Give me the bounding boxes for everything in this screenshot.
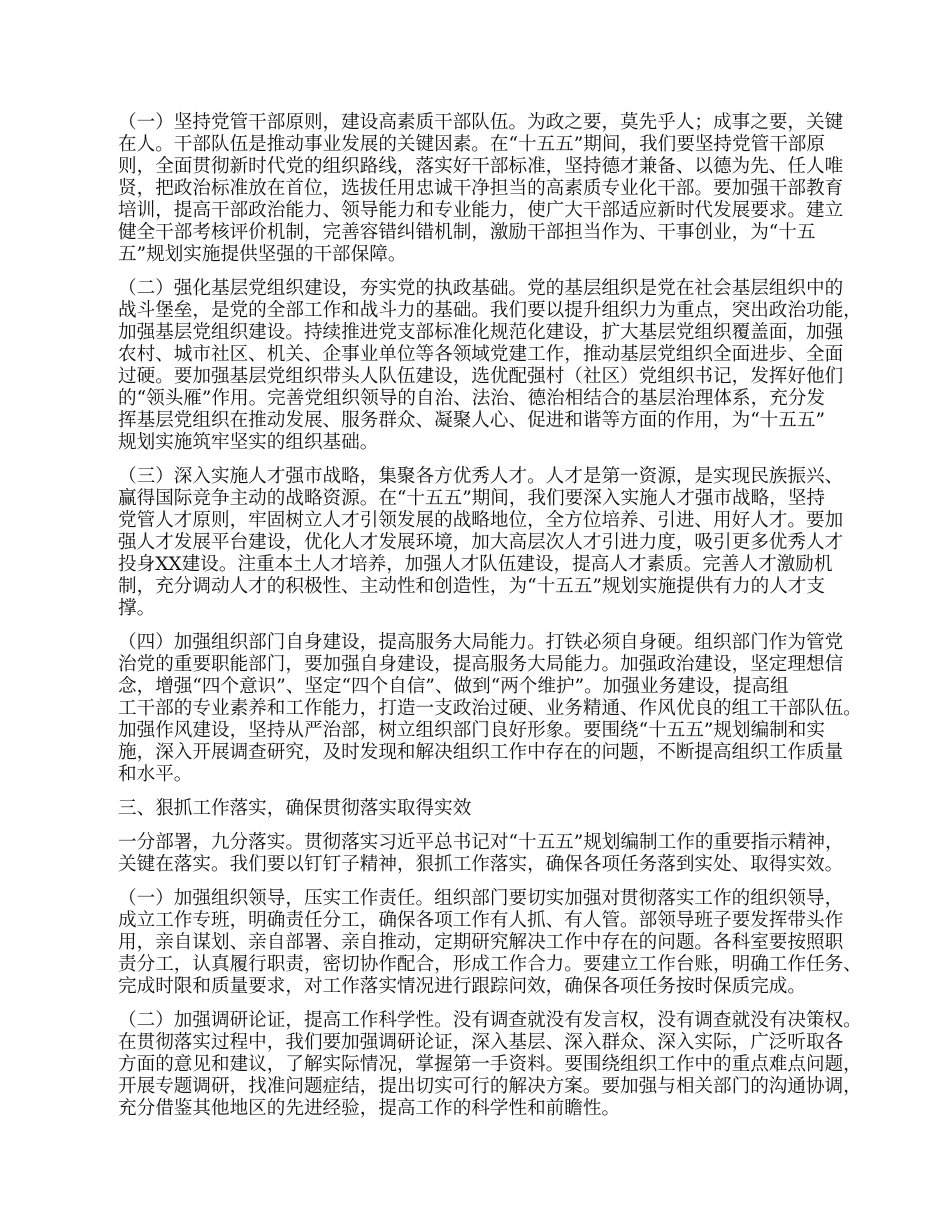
text-line: 三、狠抓工作落实，确保贯彻落实取得实效 [118,798,472,819]
text-line: 赢得国际竞争主动的战略资源。在“十五五”期间，我们要深入实施人才强市战略，坚持 [118,488,825,509]
text-line: 强人才发展平台建设，优化人才发展环境，加大高层次人才引进力度，吸引更多优秀人才 [118,532,844,553]
text-line: （一）坚持党管干部原则，建设高素质干部队伍。为政之要，莫先乎人；成事之要，关键 [118,112,844,133]
text-line: 五”规划实施提供坚强的干部保障。 [118,244,407,265]
text-line: （二）加强调研论证，提高工作科学性。没有调查就没有发言权，没有调查就没有决策权。 [118,1010,862,1031]
text-line: 和水平。 [118,764,193,785]
text-line: 规划实施筑牢坚实的组织基础。 [118,432,379,453]
text-line: 战斗堡垒，是党的全部工作和战斗力的基础。我们要以提升组织力为重点，突出政治功能， [118,300,862,321]
text-line: 工干部的专业素养和工作能力，打造一支政治过硬、业务精通、作风优良的组工干部队伍。 [118,698,862,719]
text-line: 责分工，认真履行职责，密切协作配合，形成工作合力。要建立工作台账，明确工作任务、 [118,954,862,975]
text-line: 挥基层党组织在推动发展、服务群众、凝聚人心、促进和谐等方面的作用，为“十五五” [118,410,825,431]
text-line: 贤，把政治标准放在首位，选拔任用忠诚干净担当的高素质专业化干部。要加强干部教育 [118,178,844,199]
text-line: 成立工作专班，明确责任分工，确保各项工作有人抓、有人管。部领导班子要发挥带头作 [118,910,844,931]
text-line: 充分借鉴其他地区的先进经验，提高工作的科学性和前瞻性。 [118,1098,621,1119]
text-line: 治党的重要职能部门，要加强自身建设，提高服务大局能力。加强政治建设，坚定理想信 [118,654,844,675]
paragraph [118,278,862,454]
document-page [118,112,862,1132]
paragraph [118,1010,862,1120]
text-line: 的“领头雁”作用。完善党组织领导的自治、法治、德治相结合的基层治理体系，充分发 [118,388,825,409]
text-line: 在贯彻落实过程中，我们要加强调研论证，深入基层、深入群众、深入实际，广泛听取各 [118,1032,844,1053]
text-line: 加强基层党组织建设。持续推进党支部标准化规范化建设，扩大基层党组织覆盖面，加强 [118,322,844,343]
text-line: 开展专题调研，找准问题症结，提出切实可行的解决方案。要加强与相关部门的沟通协调， [118,1076,862,1097]
paragraph [118,832,848,876]
text-line: 制，充分调动人才的积极性、主动性和创造性，为“十五五”规划实施提供有力的人才支 [118,576,825,597]
paragraph [118,466,848,620]
paragraph [118,888,862,998]
text-line: 施，深入开展调查研究，及时发现和解决组织工作中存在的问题，不断提高组织工作质量 [118,742,844,763]
text-line: 投身XX建设。注重本土人才培养，加强人才队伍建设，提高人才素质。完善人才激励机 [118,554,833,575]
text-line: 一分部署，九分落实。贯彻落实习近平总书记对“十五五”规划编制工作的重要指示精神， [118,832,844,853]
text-line: 撑。 [118,598,156,619]
text-line: 念，增强“四个意识”、坚定“四个自信”、做到“两个维护”。加强业务建设，提高组 [118,676,789,697]
text-line: 完成时限和质量要求，对工作落实情况进行跟踪问效，确保各项任务按时保质完成。 [118,976,806,997]
section-heading [118,798,848,820]
text-line: 培训，提高干部政治能力、领导能力和专业能力，使广大干部适应新时代发展要求。建立 [118,200,844,221]
text-line: （四）加强组织部门自身建设，提高服务大局能力。打铁必须自身硬。组织部门作为管党 [118,632,844,653]
text-line: 农村、城市社区、机关、企事业单位等各领域党建工作，推动基层党组织全面进步、全面 [118,344,844,365]
text-line: （三）深入实施人才强市战略，集聚各方优秀人才。人才是第一资源，是实现民族振兴、 [118,466,844,487]
text-line: 则，全面贯彻新时代党的组织路线，落实好干部标准，坚持德才兼备、以德为先、任人唯 [118,156,844,177]
text-line: 用，亲自谋划、亲自部署、亲自推动，定期研究解决工作中存在的问题。各科室要按照职 [118,932,844,953]
text-line: 方面的意见和建议，了解实际情况，掌握第一手资料。要围绕组织工作中的重点难点问题， [118,1054,862,1075]
text-line: （二）强化基层党组织建设，夯实党的执政基础。党的基层组织是党在社会基层组织中的 [118,278,844,299]
text-line: 健全干部考核评价机制，完善容错纠错机制，激励干部担当作为、干事创业，为“十五 [118,222,816,243]
text-line: （一）加强组织领导，压实工作责任。组织部门要切实加强对贯彻落实工作的组织领导， [118,888,844,909]
text-line: 关键在落实。我们要以钉钉子精神，狠抓工作落实，确保各项任务落到实处、取得实效。 [118,854,844,875]
text-line: 过硬。要加强基层党组织带头人队伍建设，选优配强村（社区）党组织书记，发挥好他们 [118,366,844,387]
paragraph [118,112,848,266]
text-line: 加强作风建设，坚持从严治部，树立组织部门良好形象。要围绕“十五五”规划编制和实 [118,720,825,741]
text-line: 在人。干部队伍是推动事业发展的关键因素。在“十五五”期间，我们要坚持党管干部原 [118,134,825,155]
text-line: 党管人才原则，牢固树立人才引领发展的战略地位，全方位培养、引进、用好人才。要加 [118,510,844,531]
paragraph [118,632,862,786]
